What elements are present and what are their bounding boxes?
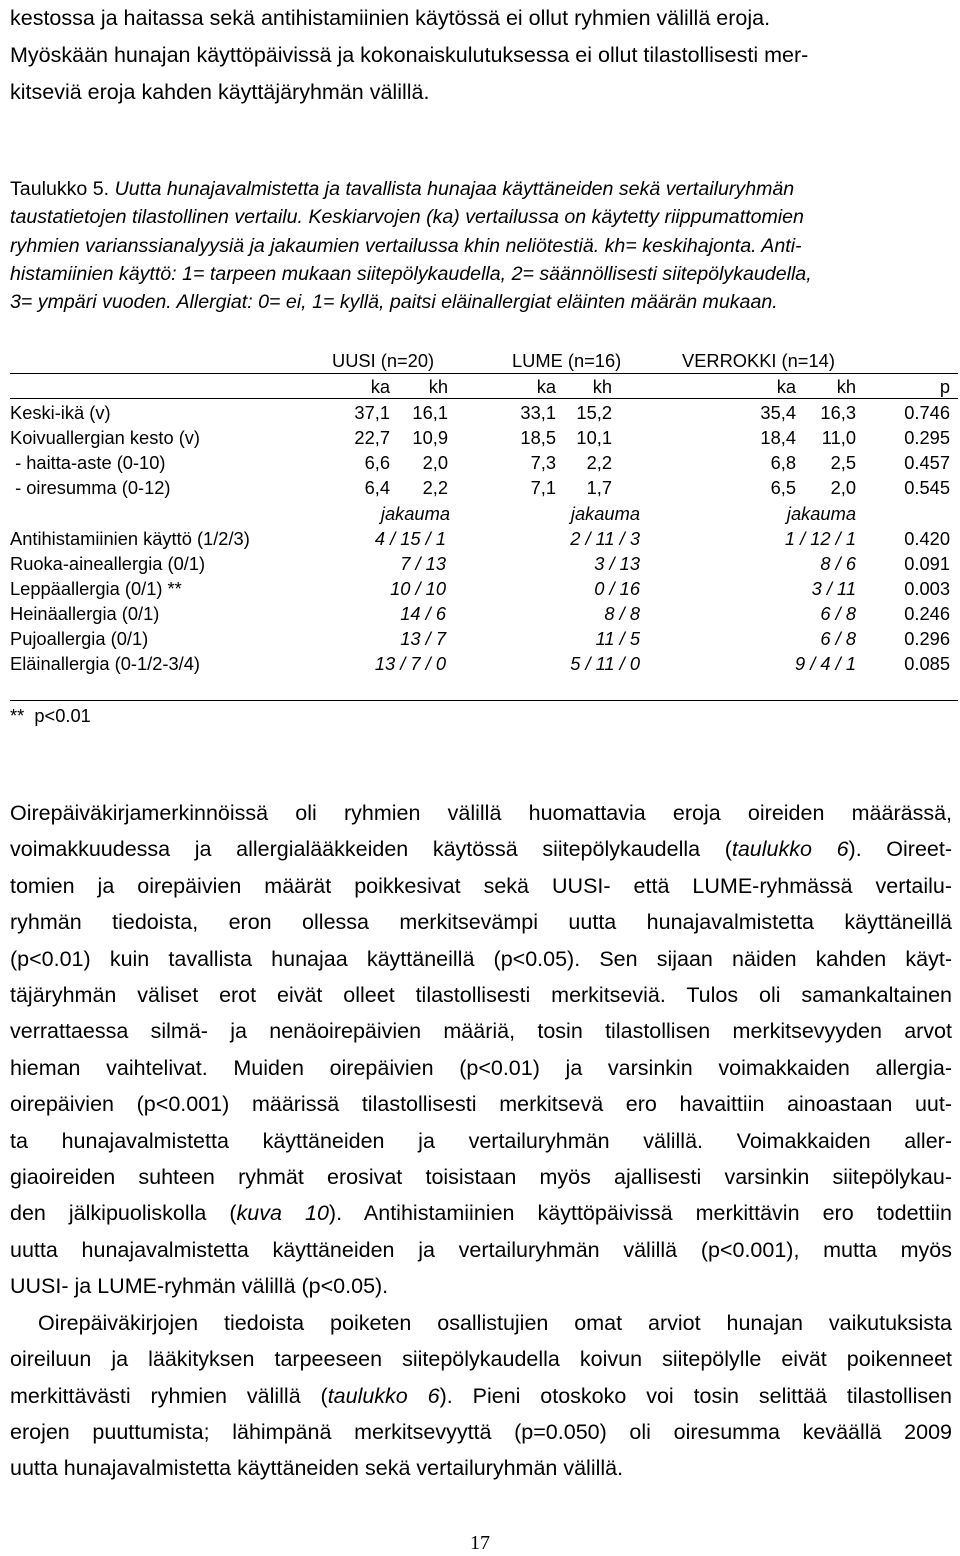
table-cell: 2,2 [422,477,448,498]
table-reference: taulukko 6 [731,837,849,862]
table-cell: 2,0 [422,452,448,473]
p-value: 0.545 [904,477,950,498]
table-cell: 5 / 11 / 0 [570,653,640,674]
text-line: ryhmän tiedoista, eron ollessa merkitsevämpi uutta hunajavalmistetta käyttäneillä [10,910,952,935]
table-cell: 2,5 [830,452,856,473]
table-cell: 33,1 [520,402,556,423]
text-line: UUSI- ja LUME-ryhmän välillä (p<0.05). [10,1274,389,1299]
col-header: ka [776,376,796,397]
text-line: ta hunajavalmistetta käyttäneiden ja vertailuryhmän välillä. Voimakkaiden aller- [10,1128,952,1153]
table-cell: 4 / 15 / 1 [374,528,446,549]
text-line: Oirepäiväkirjojen tiedoista poiketen osallistujien omat arviot hunajan vaikutuksista [38,1310,952,1335]
table-subheader-rule [10,398,958,399]
table-row [10,601,960,626]
table-row [10,450,960,475]
text-line: tomien ja oirepäivien määrät poikkesivat sekä UUSI- että LUME-ryhmässä vertailu- [10,873,952,898]
text-line: Myöskään hunajan käyttöpäivissä ja kokonaiskulutuksessa ei ollut tilastollisesti mer- [10,43,809,67]
row-label: Pujoallergia (0/1) [10,628,149,649]
p-value: 0.246 [904,603,950,624]
col-header: kh [836,376,856,397]
row-label: - oiresumma (0-12) [10,477,171,498]
p-value: 0.085 [904,653,950,674]
table-cell: 11 / 5 [595,628,640,649]
table-cell: 13 / 7 / 0 [374,653,446,674]
row-label: Heinäallergia (0/1) [10,603,160,624]
table-cell: 2,0 [830,477,856,498]
table-caption [10,175,955,316]
table-cell: 6,8 [770,452,796,473]
col-header: p [939,376,950,397]
page-number: 17 [470,1532,490,1554]
table-cell: 37,1 [354,402,390,423]
table-bottom-rule [10,700,958,701]
caption-line: Taulukko 5. Uutta hunajavalmistetta ja tavallista hunajaa käyttäneiden sekä vertailuryhmän [10,178,795,200]
text-line: uutta hunajavalmistetta käyttäneiden ja vertailuryhmän välillä (p<0.001), mutta myös [10,1237,952,1262]
table-cell: 18,4 [760,427,796,448]
table-cell: 6 / 8 [820,628,856,649]
table-cell: 8 / 6 [820,553,856,574]
table-cell: 11,0 [821,427,856,448]
intro-paragraph [10,0,952,111]
dist-header: jakauma [570,503,640,524]
text-line: giaoireiden suhteen ryhmät erosivat toisistaan myös ajallisesti varsinkin siitepölykau- [10,1165,952,1190]
table-row [10,551,960,576]
text-line: oirepäivien (p<0.001) määrissä tilastollisesti merkitsevä ero havaittiin ainoastaan uut- [10,1092,952,1117]
table-header-rule [10,373,958,374]
table-row [10,576,960,601]
p-value: 0.091 [904,553,950,574]
table-row [10,400,960,425]
table-cell: 14 / 6 [400,603,446,624]
table-cell: 2 / 11 / 3 [570,528,640,549]
table-cell: 16,3 [820,402,856,423]
p-value: 0.295 [904,427,950,448]
table-cell: 16,1 [412,402,448,423]
table-cell: 6,6 [364,452,390,473]
col-header: ka [370,376,390,397]
row-label: Koivuallergian kesto (v) [10,427,201,448]
text-line: voimakkuudessa ja allergialääkkeiden käytössä siitepölykaudella (taulukko 6). Oireet- [10,837,953,862]
text-line: Oirepäiväkirjamerkinnöissä oli ryhmien välillä huomattavia eroja oireiden määrässä, [10,801,952,825]
group-header-uusi: UUSI (n=20) [332,350,435,371]
table-cell: 6,5 [770,477,796,498]
table-cell: 35,4 [760,402,796,423]
p-value: 0.457 [904,452,950,473]
text-line: kitseviä eroja kahden käyttäjäryhmän välillä. [10,80,430,104]
table-row [10,475,960,500]
row-label: - haitta-aste (0-10) [10,452,166,473]
row-label: Eläinallergia (0-1/2-3/4) [10,653,201,674]
col-header: ka [536,376,556,397]
table-cell: 18,5 [520,427,556,448]
text-line: täjäryhmän väliset erot eivät olleet tilastollisesti merkitseviä. Tulos oli samankaltainen [10,983,952,1008]
table-row [10,425,960,450]
caption-line: ryhmien varianssianalyysiä ja jakaumien vertailussa khin neliötestiä. kh= keskihajonta. Anti- [10,234,802,257]
table-group-header-row [10,348,960,373]
table-cell: 22,7 [354,427,390,448]
p-value: 0.003 [904,578,950,599]
table-cell: 3 / 13 [594,553,640,574]
table-cell: 8 / 8 [604,603,640,624]
caption-label: Taulukko 5. [10,178,110,200]
table-row [10,651,960,676]
table-cell: 9 / 4 / 1 [795,653,856,674]
row-label: Keski-ikä (v) [10,402,111,423]
row-label: Leppäallergia (0/1) ** [10,578,182,599]
table-cell: 1,7 [586,477,612,498]
text-line: merkittävästi ryhmien välillä (taulukko 6). Pieni otoskoko voi tosin selittää tilastollisen [10,1383,953,1408]
table-cell: 13 / 7 [400,628,446,649]
col-header: kh [428,376,448,397]
table-subheader-row [10,374,960,399]
p-value: 0.420 [904,528,950,549]
text-line: (p<0.01) kuin tavallista hunajaa käyttäneillä (p<0.05). Sen sijaan näiden kahden käyt- [10,946,952,971]
table-cell: 10,9 [412,427,448,448]
text-line: den jälkipuoliskolla (kuva 10). Antihistamiinien käyttöpäivissä merkittävin ero todettiin [10,1201,952,1226]
body-paragraphs [10,795,952,1487]
caption-line: 3= ympäri vuoden. Allergiat: 0= ei, 1= kyllä, paitsi eläinallergiat eläinten määrän mukaan. [10,291,778,314]
text-line: hieman vaihtelivat. Muiden oirepäivien (p<0.01) ja varsinkin voimakkaiden allergia- [10,1055,952,1080]
table-reference: taulukko 6 [327,1383,440,1408]
group-header-lume: LUME (n=16) [512,350,622,371]
table-cell: 6 / 8 [820,603,856,624]
table-cell: 3 / 11 [811,578,856,599]
caption-line: taustatietojen tilastollinen vertailu. Keskiarvojen (ka) vertailussa on käytetty riippumattomien [10,206,804,229]
table-cell: 10,1 [576,427,612,448]
table-cell: 7,1 [530,477,556,498]
table-row [10,626,960,651]
row-label: Antihistamiinien käyttö (1/2/3) [10,528,250,549]
text-line: erojen puuttumista; lähimpänä merkitsevyyttä (p=0.050) oli oiresumma keväällä 2009 [10,1419,952,1444]
p-value: 0.746 [904,402,950,423]
table-cell: 0 / 16 [594,578,640,599]
table-cell: 7 / 13 [400,553,446,574]
caption-line: histamiinien käyttö: 1= tarpeen mukaan siitepölykaudella, 2= säännöllisesti siitepölykaudella, [10,262,812,285]
figure-reference: kuva 10 [236,1201,329,1226]
table-cell: 7,3 [530,452,556,473]
text-line: oireiluun ja lääkityksen tarpeeseen siitepölykaudella koivun siitepölylle eivät poikenneet [10,1347,952,1372]
table-cell: 15,2 [576,402,612,423]
col-header: kh [592,376,612,397]
row-label: Ruoka-aineallergia (0/1) [10,553,206,574]
table-cell: 1 / 12 / 1 [784,528,856,549]
table-cell: 2,2 [586,452,612,473]
group-header-verrokki: VERROKKI (n=14) [682,350,835,371]
table-row [10,526,960,551]
p-value: 0.296 [904,628,950,649]
dist-header: jakauma [786,503,856,524]
text-line: kestossa ja haitassa sekä antihistamiinien käytössä ei ollut ryhmien välillä eroja. [10,6,771,30]
text-line: verrattaessa silmä- ja nenäoirepäivien määriä, tosin tilastollisen merkitsevyyden arvot [10,1019,952,1044]
dist-header: jakauma [380,503,450,524]
table-footnote: ** p<0.01 [10,705,91,726]
table-cell: 6,4 [364,477,390,498]
distribution-header-row [10,501,960,526]
text-line: uutta hunajavalmistetta käyttäneiden sekä vertailuryhmän välillä. [10,1456,624,1481]
table-cell: 10 / 10 [390,578,446,599]
